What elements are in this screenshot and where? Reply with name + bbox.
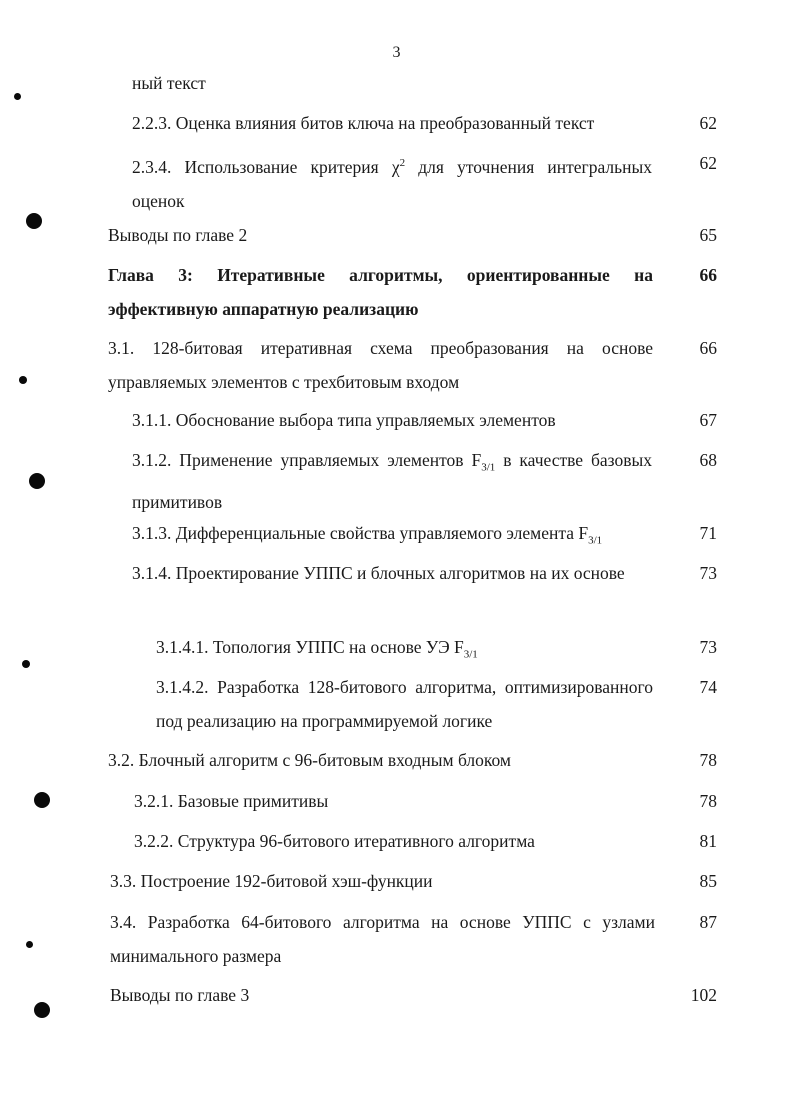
toc-entry [156, 670, 717, 738]
toc-entry-page: 66 [699, 338, 717, 358]
toc-entry-title: 2.2.3. Оценка влияния битов ключа на преобразованный текст [132, 113, 595, 133]
toc-entry [132, 516, 717, 550]
toc-entry-title: 3.2.2. Структура 96-битового итеративного алгоритма [134, 831, 535, 851]
toc-entry-page: 78 [699, 750, 717, 770]
toc-entry [132, 403, 717, 437]
toc-entry-title: 3.2.1. Базовые примитивы [134, 791, 329, 811]
toc-entry-title: Выводы по главе 3 [110, 985, 250, 1005]
toc-entry [108, 743, 717, 777]
toc-entry-title: 3.1.4. Проектирование УППС и блочных алгоритмов на их основе [132, 563, 625, 583]
toc-entry-page: 87 [699, 912, 717, 932]
toc-entry-chapter [108, 258, 717, 326]
toc-entry-page: 102 [690, 985, 717, 1005]
toc-entry-page: 62 [699, 153, 717, 173]
toc-entry [134, 784, 717, 818]
toc-entry-title: 3.1.4.1. Топология УППС на основе УЭ $F_{3/1}$ [156, 637, 478, 661]
toc-entry [132, 106, 717, 140]
toc-entry-title: Выводы по главе 2 [108, 225, 248, 245]
toc-entry-title: 3.1. 128-битовая итеративная схема преобразования на основе управляемых элементов с трехбитовым входом [108, 338, 653, 392]
toc-entry [108, 331, 717, 399]
toc-entry-title: 3.1.2. Применение управляемых элементов $F_{3/1}$ в качестве базовых примитивов [132, 450, 652, 512]
toc-entry [132, 443, 717, 511]
toc-entry [134, 824, 717, 858]
toc-entry [132, 146, 717, 214]
toc-entry [110, 978, 717, 1012]
toc-entry [156, 630, 717, 664]
toc-entry [132, 556, 717, 624]
toc-entry [110, 905, 717, 973]
toc-entry-page: 71 [699, 523, 717, 543]
toc-entry-page: 67 [699, 410, 717, 430]
page-number: 3 [392, 44, 401, 61]
toc-entry-page: 85 [699, 871, 717, 891]
toc-entry-title: 3.4. Разработка 64-битового алгоритма на основе УППС с узлами минимального размера [110, 912, 655, 966]
toc-entry-page: 73 [699, 563, 717, 583]
toc-entry-page: 73 [699, 637, 717, 657]
toc-entry-page: 62 [699, 113, 717, 133]
toc-entry [110, 864, 717, 898]
toc-entry-page: 78 [699, 791, 717, 811]
toc-entry-page: 74 [699, 677, 717, 697]
toc-entry [108, 218, 717, 252]
toc-entry-title: ный текст [132, 73, 206, 93]
toc-entry-page: 81 [699, 831, 717, 851]
toc-entry-title: 3.3. Построение 192-битовой хэш-функции [110, 871, 433, 891]
toc-entry-title: 2.3.4. Использование критерия $\chi^2$ для уточнения интегральных оценок [132, 156, 652, 211]
toc-entry [132, 66, 717, 100]
toc-entry-page: 65 [699, 225, 717, 245]
toc-entry-title: 3.2. Блочный алгоритм с 96-битовым входным блоком [108, 750, 511, 770]
toc-entry-title: 3.1.1. Обоснование выбора типа управляемых элементов [132, 410, 556, 430]
toc-entry-title: 3.1.4.2. Разработка 128-битового алгоритма, оптимизированного под реализацию на программируемой логике [156, 677, 653, 731]
toc-entry-title: Глава 3: Итеративные алгоритмы, ориентированные на эффективную аппаратную реализацию [108, 265, 653, 319]
toc-entry-title: 3.1.3. Дифференциальные свойства управляемого элемента $F_{3/1}$ [132, 523, 603, 547]
toc-entry-page: 66 [699, 265, 717, 285]
toc-entry-page: 68 [699, 450, 717, 470]
